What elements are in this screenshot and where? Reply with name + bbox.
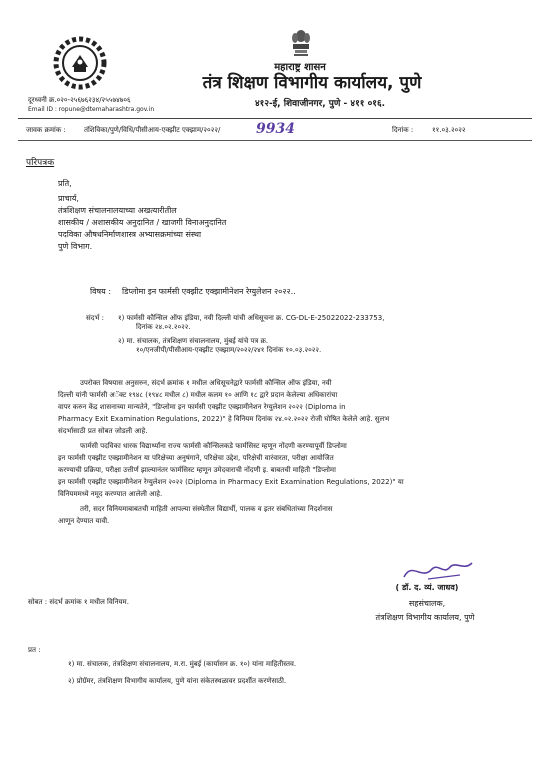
ref-handwritten-number: 9934 <box>256 121 295 137</box>
dte-logo <box>52 35 108 91</box>
body-line: वापर करुन केंद्र शासनाच्या मान्यतेने, "डिप्लोमा इन फार्मसी एक्झीट एक्झामीनेशन रेग्युलेशन २०२२ (Diploma in <box>58 403 346 411</box>
office-title: तंत्र शिक्षण विभागीय कार्यालय, पुणे <box>202 73 422 93</box>
recipient-line: पदविका औषधनिर्माणशास्त्र अभ्यासक्रमांच्या संस्था <box>58 230 202 239</box>
signatory-office: तंत्रशिक्षण विभागीय कार्यालय, पुणे <box>375 613 475 622</box>
body-para-1 <box>58 377 518 437</box>
recipient-line: पुणे विभाग. <box>58 242 93 251</box>
reference-line: २) मा. संचालक, तंत्रशिक्षण संचालनालय, मुंबई यांचे पत्र क्र. <box>118 337 269 345</box>
subject-text: डिप्लोमा इन फार्मसी एक्झीट एक्झामीनेशन रेग्युलेशन २०२२.. <box>122 287 296 296</box>
body-line: विनियममध्ये नमूद करण्यात आलेली आहे. <box>58 490 163 498</box>
body-line: इन फार्मसी एक्झीट एक्झामीनेशन रेग्युलेशन २०२२ (Diploma in Pharmacy Exit Examination Regulations, 2022)" या <box>58 478 404 486</box>
email-address: Email ID : ropune@dtemaharashtra.gov.in <box>28 106 155 113</box>
signature-scribble <box>398 555 478 585</box>
body-para-2 <box>58 440 518 500</box>
subject-label: विषय : <box>90 287 112 296</box>
reference-item-1 <box>118 314 518 332</box>
recipient-line: तंत्रशिक्षण संचालनालयाच्या अखत्यारीतील <box>58 206 177 215</box>
phone-number: दूरध्वनी क्र.०२०-२५६७६२३४/२५५७४७०६ <box>28 96 131 104</box>
signatory-designation: सहसंचालक, <box>408 599 446 608</box>
body-para-3 <box>58 503 518 527</box>
date-label: दिनांक : <box>392 126 414 134</box>
body-line: उपरोक्त विषयास अनुसरुन, संदर्भ क्रमांक १ मधील अधिसूचनेद्वारे फार्मसी कौन्सिल ऑफ इंडिया, नवी <box>80 379 332 387</box>
body-line: Pharmacy Exit Examination Regulations, 2022)" हे विनियम दिनांक २४.०२.२०२२ रोजी घोषित केलेले आहे. सुलभ <box>58 415 390 423</box>
reference-line: १) फार्मसी कौन्सिल ऑफ इंडिया, नवी दिल्ली यांची अधिसूचना क्र. CG-DL-E-25022022-233753, <box>118 314 385 322</box>
body-line: आणून देण्यात यावी. <box>58 517 110 525</box>
ref-label: जावक क्रमांक : <box>26 126 66 134</box>
reference-line: दिनांक २४.०२.२०२२. <box>136 323 191 331</box>
signatory-name: ( डॉ. द. व्यं. जाधव) <box>395 583 459 592</box>
recipient-line: प्राचार्य, <box>58 194 79 203</box>
ref-code: तंशिविका/पुणे/विधि/पीसीआय-एक्झीट एक्झाम/२०२२/ <box>84 126 221 134</box>
recipient-line: शासकीय / अशासकीय अनुदानित / खाजगी विनाअनुदानित <box>58 218 227 227</box>
ref-divider <box>18 140 532 141</box>
office-address: ४१२-ई, शिवाजीनगर, पुणे - ४११ ०१६. <box>254 99 386 109</box>
copy-item-1: १) मा. संचालक, तंत्रशिक्षण संचालनालय, म.रा. मुंबई (कार्यासन क्र. १०) यांना माहितीस्तव. <box>68 660 297 668</box>
copy-item-2: २) प्रोग्रॅमर, तंत्रशिक्षण विभागीय कार्यालय, पुणे यांना संकेतस्थळावर प्रदर्शीत करणेसाठी. <box>68 677 287 685</box>
body-line: संदर्भासाठी प्रत सोबत जोडली आहे. <box>58 427 148 435</box>
body-line: तरी, सदर विनियमाबाबतची माहिती आपल्या संस्थेतील विद्यार्थी, पालक व इतर संबधितांच्या निदर्शनास <box>80 505 333 513</box>
body-line: इन फार्मसी एक्झीट एक्झामीनेशन या परिक्षेच्या अनुषंगाने, परिक्षेचा उद्देश, परिक्षेची वारंवारता, परीक्षा आयोजित <box>58 454 334 462</box>
body-line: फार्मसी पदविका धारक विद्यार्थ्यांना राज्य फार्मसी कौन्सिलकडे फार्मसिस्ट म्हणून नोंदणी करण्यापूर्वी डिप्लोमा <box>80 442 347 450</box>
enclosure-note: सोबत : संदर्भ क्रमांक १ मधील विनियम. <box>28 598 129 606</box>
date-value: ११.०३.२०२२ <box>432 126 466 134</box>
body-line: करण्याची प्रक्रिया, परीक्षा उत्तीर्ण झाल्यानंतर फार्मसिस्ट म्हणून उमेदवाराची नोंदणी इ. बाबतची माहिती "डिप्लोमा <box>58 466 336 474</box>
reference-item-2 <box>118 337 518 355</box>
recipient-line: प्रति, <box>58 179 72 188</box>
govt-label: महाराष्ट्र शासन <box>274 62 326 73</box>
references-label: संदर्भ : <box>86 314 104 322</box>
reference-line: १०/एनजीपी/पीसीआय-एक्झीट एक्झाम/२०२२/२४१ दिनांक १०.०३.२०२२. <box>136 346 322 354</box>
body-line: दिल्ली यांनी फार्मसी अॅक्ट १९४८ (१९४८ मधील ८) मधील कलम १० आणि १८ द्वारे प्रदान केलेल्या अधिकारांचा <box>58 391 338 399</box>
emblem-icon <box>290 28 312 58</box>
doc-type: परिपत्रक <box>26 158 55 168</box>
header-divider <box>18 118 532 119</box>
copy-label: प्रत : <box>28 646 41 654</box>
recipient-block <box>58 178 458 253</box>
